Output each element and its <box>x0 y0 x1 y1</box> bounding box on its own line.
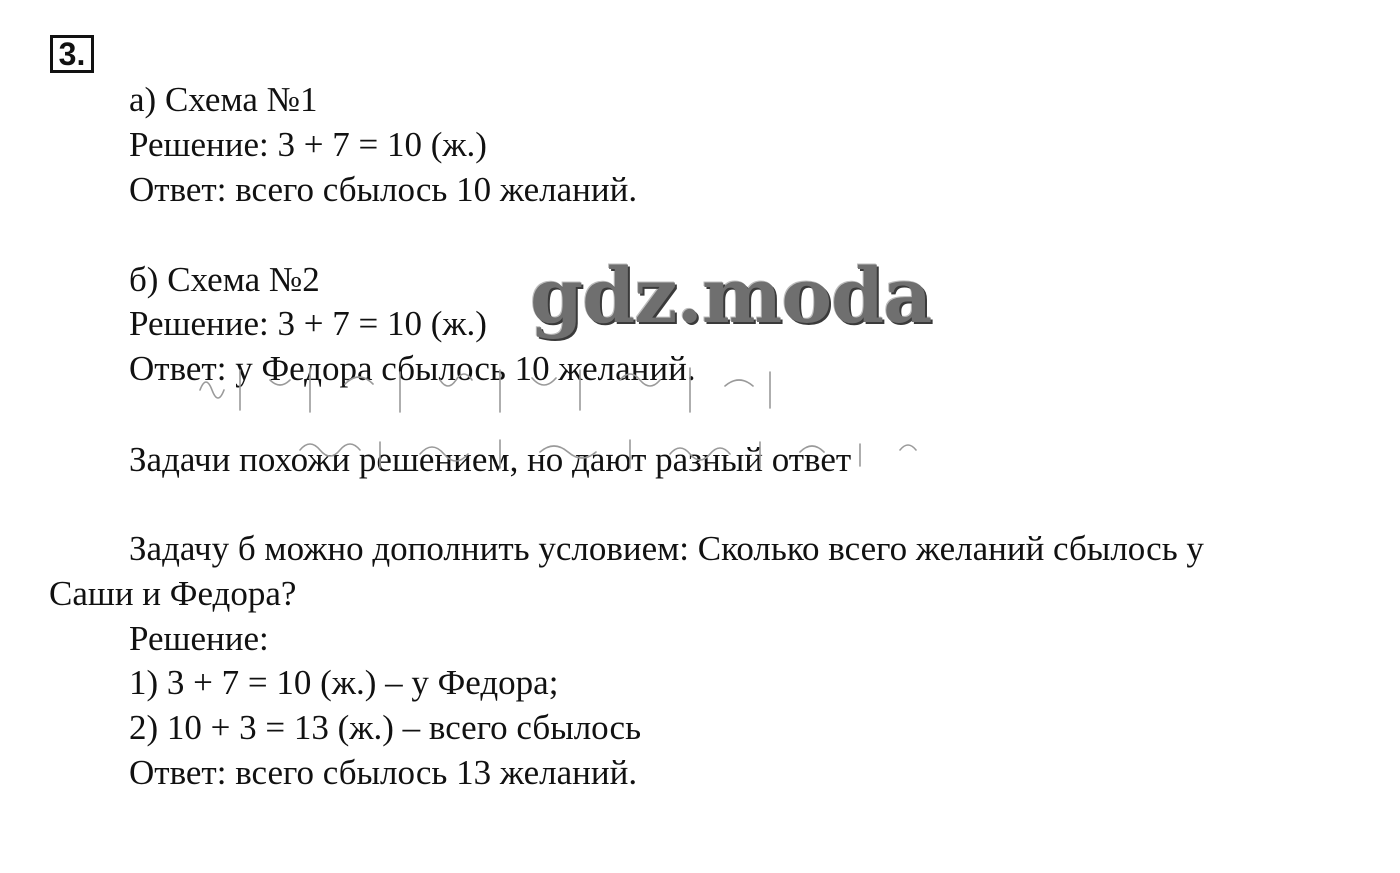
extension-step-2: 2) 10 + 3 = 13 (ж.) – всего сбылось <box>129 708 642 747</box>
comparison-text: Задачи похожи решением, но дают разный ответ <box>129 440 852 479</box>
part-a-solution: Решение: 3 + 7 = 10 (ж.) <box>129 125 487 164</box>
part-b-solution: Решение: 3 + 7 = 10 (ж.) <box>129 304 487 343</box>
part-a-scheme: а) Схема №1 <box>129 80 318 119</box>
extension-line-2: Саши и Федора? <box>49 574 297 613</box>
watermark-logo: gdz.moda <box>530 251 932 340</box>
part-b-scheme: б) Схема №2 <box>129 260 320 299</box>
extension-answer: Ответ: всего сбылось 13 желаний. <box>129 753 638 792</box>
extension-line-1: Задачу б можно дополнить условием: Сколько всего желаний сбылось у <box>129 529 1204 568</box>
part-a-answer: Ответ: всего сбылось 10 желаний. <box>129 170 638 209</box>
extension-step-1: 1) 3 + 7 = 10 (ж.) – у Федора; <box>129 663 559 702</box>
extension-solution-label: Решение: <box>129 619 269 658</box>
task-number-box: 3. <box>50 35 94 73</box>
part-b-answer: Ответ: у Федора сбылось 10 желаний. <box>129 349 696 388</box>
